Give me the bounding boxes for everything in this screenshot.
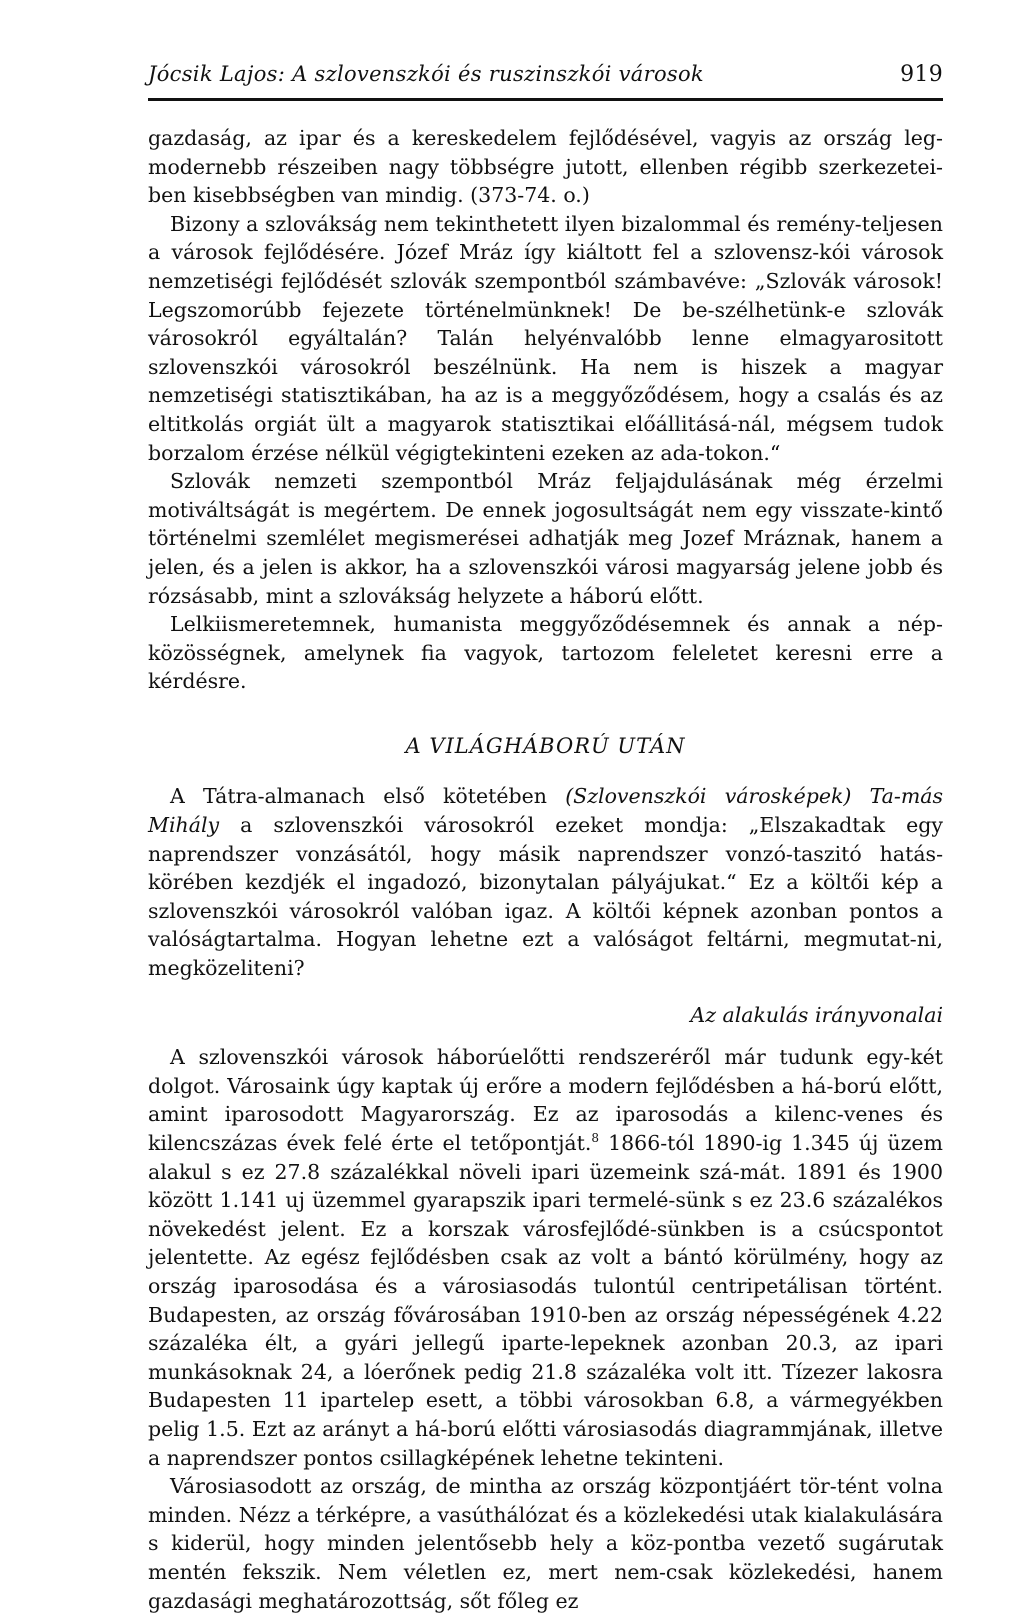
paragraph-5-italic: (Szlovenszkói városképek) Ta-más Mihály (148, 784, 944, 838)
paragraph-3: Szlovák nemzeti szempontból Mráz feljajdulásának még érzelmi motiváltságát is megértem. De ennek jogosultságát nem egy visszate-kintő történelmi szemlélet megismerései adhatják meg Jozef Mráznak, hanem a jelen, és a jelen is akkor, ha a szlovenszkói városi magyarság jelene jobb és rózsásabb, mint a szlovákság helyzete a háború előtt. (148, 469, 943, 608)
paragraph-6 (148, 1043, 943, 1472)
paragraph-6-start: A szlovenszkói városok háborúelőtti rendszeréről már tudunk egy-két dolgot. Városaink úgy kaptak új erőre a modern fejlődésben a há-ború előtt, amint iparosodott Magyarország. Ez az iparosodás a kilenc-venes és kilencszázas évek felé érte el tetőpontját. (148, 1045, 943, 1155)
page-header (148, 62, 943, 87)
footnote-marker[interactable]: 8 (591, 1131, 600, 1146)
section-title: A VILÁGHÁBORÚ UTÁN (405, 733, 686, 758)
body-text (148, 124, 943, 1615)
paragraph-1: gazdaság, az ipar és a kereskedelem fejlődésével, vagyis az ország leg-modernebb részeiben nagy többségre jutott, ellenben régibb szerkezetei-ben kisebbségben van mindig. (373-74. o.) (148, 126, 943, 208)
paragraph-6-rest: 1866-tól 1890-ig 1.345 új üzem alakul s ez 27.8 százalékkal növeli ipari üzemeink szá-mát. 1891 és 1900 között 1.141 uj üzemmel gyarapszik ipari termelé-sünk s ez 23.6 százalékos növekedést jelent. Ez a korszak városfejlődé-sünkben is a csúcspontot jelentette. Az egész fejlődésben csak az volt a bántó körülmény, hogy az ország iparosodása és a városiasodás tulontúl centripetálisan történt. Budapesten, az ország fővárosában 1910-ben az ország népességének 4.22 százaléka élt, a gyári jellegű iparte-lepeknek azonban 20.3, az ipari munkásoknak 24, a lóerőnek pedig 21.8 százaléka volt itt. Tízezer lakosra Budapesten 11 ipartelep esett, a többi városokban 6.8, a vármegyékben pelig 1.5. Ezt az arányt a há-ború előtti városiasodás diagrammjának, illetve a naprendszer pontos csillagképének lehetne tekinteni. (148, 1131, 943, 1470)
subheading: Az alakulás irányvonalai (690, 1002, 943, 1027)
header-rule (148, 98, 943, 101)
paragraph-7: Városiasodott az ország, de mintha az ország központjáért tör-tént volna minden. Nézz a térképre, a vasúthálózat és a közlekedési utak kialakulására s kiderül, hogy minden jelentősebb hely a köz-pontba vezető sugárutak mentén fekszik. Nem véletlen ez, mert nem-csak közlekedési, hanem gazdasági meghatározottság, sőt főleg ez (148, 1474, 943, 1613)
paragraph-5 (148, 782, 943, 982)
page-number: 919 (900, 62, 943, 87)
paragraph-5-rest: a szlovenszkói városokról ezeket mondja: „Elszakadtak egy naprendszer vonzásától, hogy másik naprendszer vonzó-taszitó hatás-körében kezdjék el ingadozó, bizonytalan pályájukat.“ Ez a költői kép a szlovenszkói városokról valóban igaz. A költői képnek azonban pontos a valóságtartalma. Hogyan lehetne ezt a valóságot feltárni, megmutat-ni, megközeliteni? (148, 813, 943, 981)
paragraph-2: Bizony a szlovákság nem tekinthetett ilyen bizalommal és remény-teljesen a városok fejlődésére. Józef Mráz így kiáltott fel a szlovensz-kói városok nemzetiségi fejlődését szlovák szempontból számbavéve: „Szlovák városok! Legszomorúbb fejezete történelmünknek! De be-szélhetünk-e szlovák városokról egyáltalán? Talán helyénvalóbb lenne elmagyarositott szlovenszkói városokról beszélnünk. Ha nem is hiszek a magyar nemzetiségi statisztikában, ha az is a meggyőződésem, hogy a csalás és az eltitkolás orgiát ült a magyarok statisztikai előállitásá-nál, mégsem tudok borzalom érzése nélkül végigtekinteni ezeken az ada-tokon.“ (148, 211, 943, 465)
running-title: Jócsik Lajos: A szlovenszkói és ruszinszkói városok (148, 62, 704, 86)
paragraph-4: Lelkiismeretemnek, humanista meggyőződésemnek és annak a nép-közösségnek, amelynek fia vagyok, tartozom feleletet keresni erre a kérdésre. (148, 612, 943, 694)
paragraph-5-start: A Tátra-almanach első kötetében (170, 784, 566, 809)
